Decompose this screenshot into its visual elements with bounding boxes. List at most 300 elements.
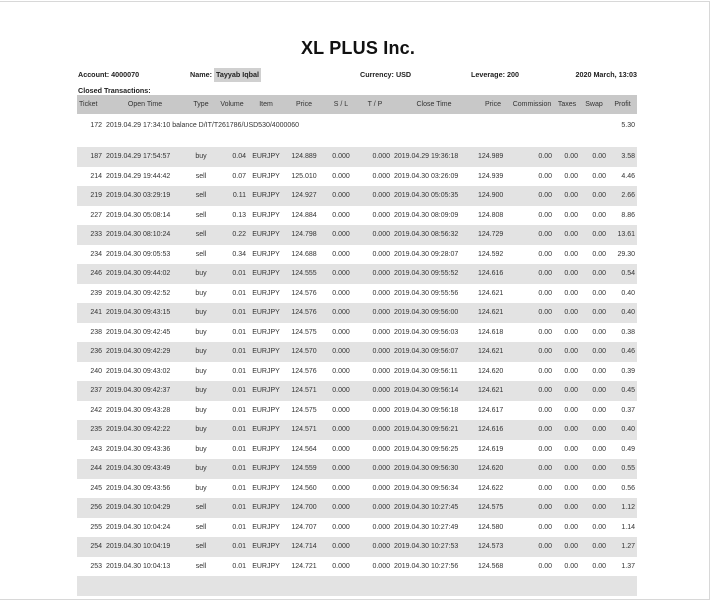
section-title: Closed Transactions:	[78, 86, 151, 95]
cell-tp: 0.000	[358, 342, 392, 362]
cell-close-price: 124.622	[478, 484, 504, 492]
cell-swap: 0.00	[580, 225, 608, 245]
cell-close-time: 2019.04.30 09:56:00	[392, 303, 476, 323]
cell-open-time: 2019.04.30 05:08:14	[106, 211, 171, 219]
balance-description: balance D/IT/T261786/USD530/4000060	[172, 121, 300, 129]
cell-item: EURJPY	[252, 445, 280, 453]
balance-open-time: 2019.04.29 17:34:10	[106, 121, 171, 129]
cell-swap: 0.00	[592, 484, 606, 492]
column-header-ticket: Ticket	[77, 95, 104, 114]
cell-price: 124.559	[284, 459, 324, 479]
cell-commission: 0.00	[510, 147, 554, 167]
cell-sl: 0.000	[332, 523, 350, 531]
cell-swap: 0.00	[580, 303, 608, 323]
cell-close-time: 2019.04.30 09:56:07	[392, 342, 476, 362]
cell-ticket: 246	[77, 264, 104, 284]
cell-open-time: 2019.04.30 09:43:28	[106, 406, 171, 414]
cell-sl: 0.000	[324, 147, 358, 167]
cell-ticket: 245	[90, 484, 102, 492]
cell-sl: 0.000	[332, 172, 350, 180]
cell-sl: 0.000	[332, 367, 350, 375]
cell-ticket: 256	[77, 498, 104, 518]
cell-ticket: 235	[77, 420, 104, 440]
cell-sl: 0.000	[324, 264, 358, 284]
cell-profit: 0.39	[621, 367, 635, 375]
cell-close-time: 2019.04.30 08:09:09	[394, 211, 459, 219]
cell-close-time: 2019.04.30 09:28:07	[394, 250, 459, 258]
cell-commission: 0.00	[538, 289, 552, 297]
cell-commission: 0.00	[538, 445, 552, 453]
cell-open-time: 2019.04.30 09:42:29	[104, 342, 186, 362]
cell-volume: 0.01	[232, 328, 246, 336]
cell-sl: 0.000	[332, 562, 350, 570]
cell-taxes: 0.00	[564, 289, 578, 297]
cell-item: EURJPY	[248, 342, 284, 362]
table-row	[77, 479, 637, 499]
cell-sl: 0.000	[332, 250, 350, 258]
column-header-close-time: Close Time	[392, 95, 476, 114]
cell-swap: 0.00	[592, 172, 606, 180]
table-row	[77, 420, 637, 440]
currency-label: Currency: USD	[360, 70, 412, 79]
cell-sl: 0.000	[324, 303, 358, 323]
cell-open-time: 2019.04.30 10:04:24	[106, 523, 171, 531]
cell-ticket: 214	[90, 172, 102, 180]
cell-taxes: 0.00	[554, 147, 580, 167]
cell-volume: 0.01	[232, 523, 246, 531]
cell-ticket: 244	[77, 459, 104, 479]
table-row	[77, 381, 637, 401]
cell-volume: 0.11	[216, 186, 248, 206]
cell-item: EURJPY	[252, 250, 280, 258]
cell-taxes: 0.00	[564, 484, 578, 492]
table-row	[77, 323, 637, 343]
cell-swap: 0.00	[592, 406, 606, 414]
cell-tp: 0.000	[358, 303, 392, 323]
cell-commission: 0.00	[538, 328, 552, 336]
cell-ticket: 219	[77, 186, 104, 206]
cell-open-time: 2019.04.30 09:05:53	[106, 250, 171, 258]
spacer-row	[77, 136, 637, 147]
cell-item: EURJPY	[248, 147, 284, 167]
cell-profit: 0.37	[621, 406, 635, 414]
cell-swap: 0.00	[592, 211, 606, 219]
cell-sl: 0.000	[332, 445, 350, 453]
column-header-sl: S / L	[324, 95, 358, 114]
cell-type: buy	[186, 381, 216, 401]
cell-price: 124.927	[284, 186, 324, 206]
column-header-item: Item	[248, 95, 284, 114]
report-date: 2020 March, 13:03	[575, 70, 637, 79]
cell-sl: 0.000	[324, 186, 358, 206]
cell-volume: 0.22	[216, 225, 248, 245]
cell-type: sell	[195, 562, 207, 570]
cell-commission: 0.00	[510, 381, 554, 401]
cell-type: buy	[186, 459, 216, 479]
table-row	[77, 186, 637, 206]
cell-open-time: 2019.04.30 10:04:13	[106, 562, 171, 570]
cell-price: 124.700	[284, 498, 324, 518]
cell-open-time: 2019.04.30 09:42:52	[106, 289, 171, 297]
cell-close-time: 2019.04.30 09:56:21	[392, 420, 476, 440]
cell-commission: 0.00	[510, 420, 554, 440]
cell-ticket: 240	[90, 367, 102, 375]
cell-profit: 0.40	[608, 303, 637, 323]
table-row	[77, 362, 637, 382]
cell-commission: 0.00	[510, 264, 554, 284]
cell-profit: 1.12	[608, 498, 637, 518]
cell-open-time: 2019.04.30 09:43:49	[104, 459, 186, 479]
cell-commission: 0.00	[538, 172, 552, 180]
cell-profit: 0.40	[608, 420, 637, 440]
cell-commission: 0.00	[538, 250, 552, 258]
cell-tp: 0.000	[358, 186, 392, 206]
table-row	[77, 440, 637, 460]
cell-item: EURJPY	[252, 523, 280, 531]
cell-price: 124.571	[284, 420, 324, 440]
table-row	[77, 401, 637, 421]
cell-commission: 0.00	[538, 523, 552, 531]
cell-close-price: 124.619	[478, 445, 504, 453]
table-row	[77, 245, 637, 265]
cell-profit: 8.86	[621, 211, 635, 219]
cell-taxes: 0.00	[564, 523, 578, 531]
table-row	[77, 167, 637, 187]
cell-volume: 0.01	[216, 264, 248, 284]
cell-open-time: 2019.04.29 19:44:42	[106, 172, 171, 180]
cell-swap: 0.00	[580, 381, 608, 401]
cell-tp: 0.000	[372, 211, 390, 219]
cell-ticket: 242	[90, 406, 102, 414]
cell-type: buy	[195, 328, 207, 336]
cell-tp: 0.000	[372, 406, 390, 414]
cell-sl: 0.000	[324, 381, 358, 401]
cell-volume: 0.01	[216, 420, 248, 440]
column-header-tp: T / P	[358, 95, 392, 114]
cell-taxes: 0.00	[564, 172, 578, 180]
cell-close-price: 124.808	[478, 211, 504, 219]
table-row	[77, 225, 637, 245]
cell-open-time: 2019.04.30 09:43:36	[106, 445, 171, 453]
cell-price: 124.707	[291, 523, 317, 531]
cell-open-time: 2019.04.30 09:42:45	[106, 328, 171, 336]
table-row	[77, 518, 637, 538]
column-header-volume: Volume	[216, 95, 248, 114]
cell-volume: 0.01	[216, 498, 248, 518]
table-row	[77, 498, 637, 518]
cell-taxes: 0.00	[564, 367, 578, 375]
cell-type: sell	[186, 498, 216, 518]
cell-close-time: 2019.04.30 09:56:14	[392, 381, 476, 401]
cell-ticket: 243	[90, 445, 102, 453]
cell-commission: 0.00	[510, 342, 554, 362]
cell-swap: 0.00	[580, 498, 608, 518]
cell-taxes: 0.00	[564, 328, 578, 336]
cell-price: 124.570	[284, 342, 324, 362]
cell-ticket: 238	[90, 328, 102, 336]
cell-type: sell	[195, 211, 207, 219]
cell-taxes: 0.00	[554, 459, 580, 479]
cell-taxes: 0.00	[554, 264, 580, 284]
cell-price: 124.564	[291, 445, 317, 453]
cell-taxes: 0.00	[554, 498, 580, 518]
cell-item: EURJPY	[248, 459, 284, 479]
cell-volume: 0.34	[232, 250, 246, 258]
column-header-open-time: Open Time	[104, 95, 186, 114]
cell-volume: 0.01	[232, 406, 246, 414]
cell-close-time: 2019.04.30 09:56:11	[394, 367, 458, 375]
cell-volume: 0.01	[216, 459, 248, 479]
balance-ticket: 172	[90, 121, 102, 129]
table-row	[77, 303, 637, 323]
column-header-profit: Profit	[608, 95, 637, 114]
cell-close-time: 2019.04.30 08:56:32	[392, 225, 476, 245]
cell-sl: 0.000	[332, 484, 350, 492]
cell-price: 124.576	[291, 289, 317, 297]
cell-close-time: 2019.04.30 09:56:25	[394, 445, 459, 453]
cell-taxes: 0.00	[564, 406, 578, 414]
cell-close-price: 124.580	[478, 523, 504, 531]
cell-swap: 0.00	[592, 562, 606, 570]
cell-close-price: 124.621	[476, 381, 510, 401]
cell-swap: 0.00	[592, 328, 606, 336]
table-row	[77, 206, 637, 226]
cell-open-time: 2019.04.30 09:42:22	[104, 420, 186, 440]
cell-tp: 0.000	[358, 420, 392, 440]
cell-ticket: 234	[90, 250, 102, 258]
cell-volume: 0.04	[216, 147, 248, 167]
cell-sl: 0.000	[332, 406, 350, 414]
cell-ticket: 254	[77, 537, 104, 557]
cell-item: EURJPY	[248, 186, 284, 206]
cell-tp: 0.000	[358, 381, 392, 401]
cell-profit: 0.55	[608, 459, 637, 479]
cell-tp: 0.000	[372, 367, 390, 375]
cell-close-price: 124.568	[478, 562, 504, 570]
cell-close-time: 2019.04.30 05:05:35	[392, 186, 476, 206]
cell-close-price: 124.575	[476, 498, 510, 518]
cell-volume: 0.01	[216, 537, 248, 557]
cell-commission: 0.00	[510, 459, 554, 479]
cell-price: 125.010	[291, 172, 317, 180]
cell-open-time: 2019.04.30 10:04:19	[104, 537, 186, 557]
cell-ticket: 233	[77, 225, 104, 245]
cell-close-price: 124.939	[478, 172, 504, 180]
cell-item: EURJPY	[248, 264, 284, 284]
cell-commission: 0.00	[538, 367, 552, 375]
cell-profit: 0.46	[608, 342, 637, 362]
cell-swap: 0.00	[592, 367, 606, 375]
cell-commission: 0.00	[538, 406, 552, 414]
cell-price: 124.889	[284, 147, 324, 167]
cell-type: buy	[186, 147, 216, 167]
cell-taxes: 0.00	[554, 381, 580, 401]
cell-item: EURJPY	[252, 289, 280, 297]
cell-sl: 0.000	[332, 289, 350, 297]
cell-close-price: 124.592	[478, 250, 504, 258]
cell-price: 124.555	[284, 264, 324, 284]
name-value: Tayyab Iqbal	[214, 68, 261, 82]
cell-close-price: 124.617	[478, 406, 504, 414]
cell-ticket: 227	[90, 211, 102, 219]
cell-taxes: 0.00	[554, 225, 580, 245]
cell-profit: 0.54	[608, 264, 637, 284]
cell-profit: 0.38	[621, 328, 635, 336]
cell-commission: 0.00	[538, 211, 552, 219]
cell-profit: 0.56	[621, 484, 635, 492]
cell-open-time: 2019.04.30 09:43:15	[104, 303, 186, 323]
cell-taxes: 0.00	[564, 211, 578, 219]
cell-type: buy	[195, 484, 207, 492]
cell-tp: 0.000	[358, 147, 392, 167]
cell-commission: 0.00	[538, 484, 552, 492]
cell-close-price: 124.620	[476, 459, 510, 479]
cell-ticket: 255	[90, 523, 102, 531]
cell-volume: 0.13	[232, 211, 246, 219]
cell-volume: 0.01	[216, 303, 248, 323]
cell-close-time: 2019.04.30 09:56:03	[394, 328, 459, 336]
cell-type: buy	[195, 367, 207, 375]
cell-close-price: 124.616	[476, 264, 510, 284]
cell-swap: 0.00	[592, 523, 606, 531]
name-field	[190, 70, 261, 79]
cell-sl: 0.000	[332, 211, 350, 219]
column-header-price: Price	[284, 95, 324, 114]
cell-type: sell	[195, 250, 207, 258]
cell-open-time: 2019.04.29 17:54:57	[104, 147, 186, 167]
cell-item: EURJPY	[248, 498, 284, 518]
table-row	[77, 557, 637, 577]
cell-close-price: 124.729	[476, 225, 510, 245]
cell-profit: 2.66	[608, 186, 637, 206]
cell-tp: 0.000	[358, 459, 392, 479]
cell-type: buy	[195, 406, 207, 414]
cell-sl: 0.000	[332, 328, 350, 336]
cell-volume: 0.01	[216, 342, 248, 362]
column-header-commission: Commission	[510, 95, 554, 114]
cell-price: 124.575	[291, 406, 317, 414]
cell-taxes: 0.00	[554, 420, 580, 440]
cell-type: sell	[195, 172, 207, 180]
cell-volume: 0.01	[216, 381, 248, 401]
cell-price: 124.560	[291, 484, 317, 492]
cell-item: EURJPY	[252, 406, 280, 414]
cell-sl: 0.000	[324, 420, 358, 440]
cell-swap: 0.00	[580, 264, 608, 284]
cell-swap: 0.00	[592, 445, 606, 453]
cell-ticket: 253	[90, 562, 102, 570]
cell-open-time: 2019.04.30 10:04:29	[104, 498, 186, 518]
cell-type: sell	[195, 523, 207, 531]
cell-price: 124.884	[291, 211, 317, 219]
cell-swap: 0.00	[580, 420, 608, 440]
cell-sl: 0.000	[324, 498, 358, 518]
cell-item: EURJPY	[252, 211, 280, 219]
cell-volume: 0.01	[232, 445, 246, 453]
cell-swap: 0.00	[592, 250, 606, 258]
cell-close-price: 124.900	[476, 186, 510, 206]
cell-swap: 0.00	[580, 186, 608, 206]
cell-item: EURJPY	[248, 303, 284, 323]
cell-sl: 0.000	[324, 342, 358, 362]
cell-close-price: 124.621	[478, 289, 504, 297]
cell-taxes: 0.00	[554, 537, 580, 557]
cell-open-time: 2019.04.30 09:43:56	[106, 484, 171, 492]
cell-sl: 0.000	[324, 537, 358, 557]
cell-close-price: 124.621	[476, 342, 510, 362]
column-header-type: Type	[186, 95, 216, 114]
cell-tp: 0.000	[372, 250, 390, 258]
cell-price: 124.575	[291, 328, 317, 336]
cell-type: buy	[186, 420, 216, 440]
cell-tp: 0.000	[372, 523, 390, 531]
balance-profit: 5.30	[621, 121, 635, 129]
table-row	[77, 147, 637, 167]
cell-taxes: 0.00	[554, 303, 580, 323]
cell-close-time: 2019.04.29 19:36:18	[392, 147, 476, 167]
cell-profit: 3.58	[608, 147, 637, 167]
cell-type: buy	[195, 445, 207, 453]
cell-swap: 0.00	[580, 459, 608, 479]
cell-volume: 0.01	[232, 562, 246, 570]
cell-close-time: 2019.04.30 09:55:52	[392, 264, 476, 284]
cell-ticket: 239	[90, 289, 102, 297]
cell-type: buy	[186, 303, 216, 323]
cell-close-time: 2019.04.30 09:56:34	[394, 484, 459, 492]
cell-volume: 0.01	[232, 367, 246, 375]
cell-close-time: 2019.04.30 10:27:45	[392, 498, 476, 518]
cell-volume: 0.01	[232, 289, 246, 297]
name-label: Name:	[190, 70, 212, 79]
cell-commission: 0.00	[510, 225, 554, 245]
cell-taxes: 0.00	[564, 445, 578, 453]
cell-tp: 0.000	[372, 328, 390, 336]
cell-volume: 0.01	[232, 484, 246, 492]
cell-tp: 0.000	[358, 498, 392, 518]
cell-tp: 0.000	[358, 264, 392, 284]
cell-profit: 1.27	[608, 537, 637, 557]
cell-tp: 0.000	[372, 484, 390, 492]
table-row	[77, 537, 637, 557]
cell-price: 124.571	[284, 381, 324, 401]
cell-commission: 0.00	[510, 537, 554, 557]
cell-price: 124.798	[284, 225, 324, 245]
table-row-partial	[77, 576, 637, 596]
cell-item: EURJPY	[248, 381, 284, 401]
cell-item: EURJPY	[248, 537, 284, 557]
cell-commission: 0.00	[510, 303, 554, 323]
cell-swap: 0.00	[592, 289, 606, 297]
cell-close-price: 124.618	[478, 328, 504, 336]
table-row	[77, 342, 637, 362]
cell-item: EURJPY	[248, 420, 284, 440]
column-header-taxes: Taxes	[554, 95, 580, 114]
cell-price: 124.714	[284, 537, 324, 557]
cell-profit: 4.46	[621, 172, 635, 180]
cell-open-time: 2019.04.30 09:44:02	[104, 264, 186, 284]
cell-ticket: 241	[77, 303, 104, 323]
table-row	[77, 284, 637, 304]
cell-open-time: 2019.04.30 08:10:24	[104, 225, 186, 245]
cell-taxes: 0.00	[564, 562, 578, 570]
cell-type: buy	[186, 264, 216, 284]
cell-taxes: 0.00	[564, 250, 578, 258]
cell-tp: 0.000	[372, 445, 390, 453]
cell-close-price: 124.621	[476, 303, 510, 323]
cell-close-time: 2019.04.30 03:26:09	[394, 172, 459, 180]
cell-profit: 0.45	[608, 381, 637, 401]
cell-profit: 13.61	[608, 225, 637, 245]
